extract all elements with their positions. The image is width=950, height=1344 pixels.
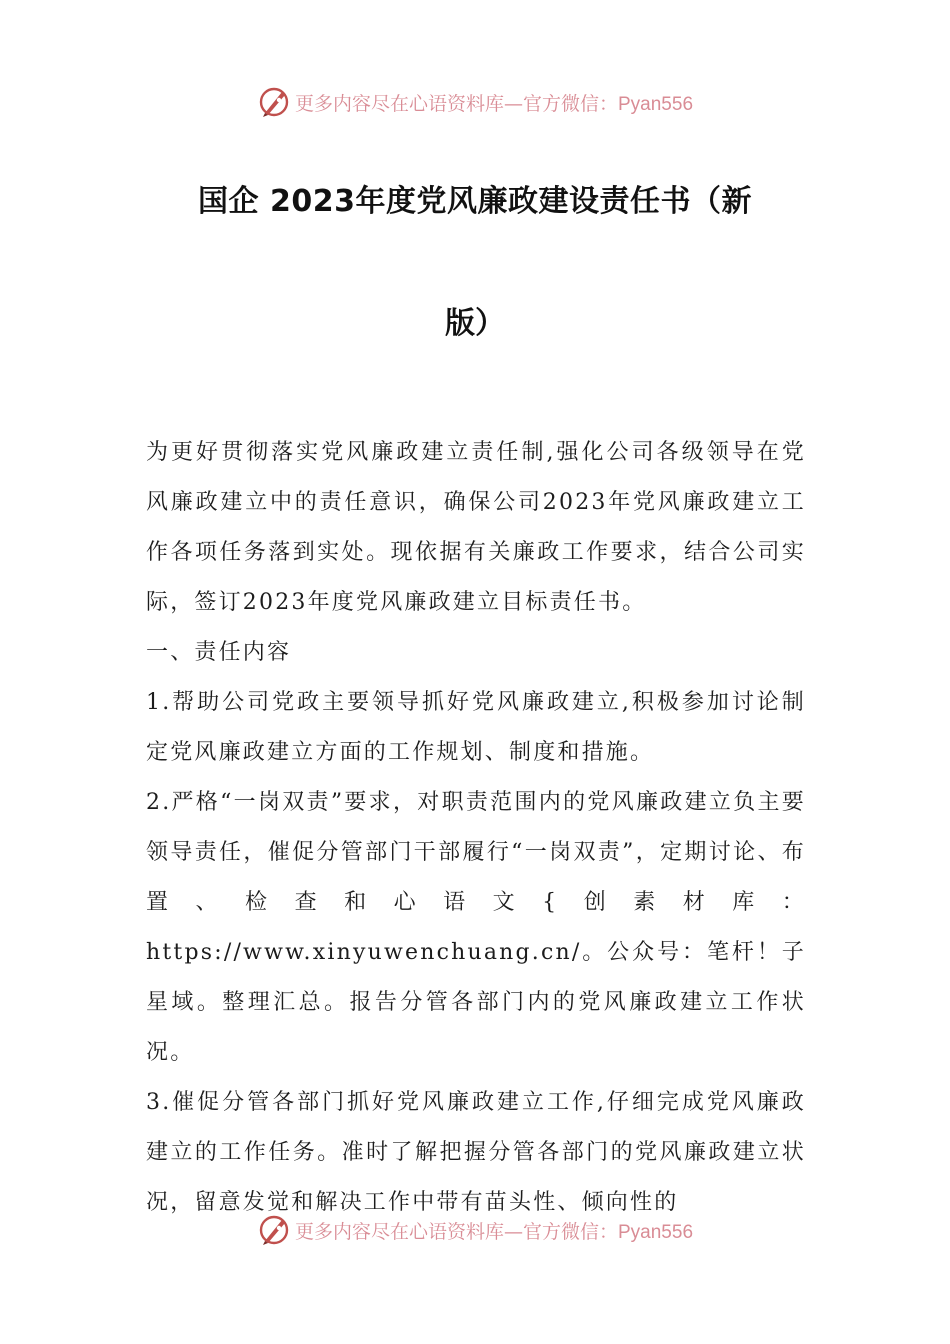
intro-paragraph: 为更好贯彻落实党风廉政建立责任制,强化公司各级领导在党风廉政建立中的责任意识，确保公司2023年党风廉政建立工作各项任务落到实处。现依据有关廉政工作要求，结合公司实际，签订2023年度党风廉政建立目标责任书。	[146, 440, 806, 615]
list-item-2: 2.严格“一岗双责”要求，对职责范围内的党风廉政建立负主要领导责任，催促分管部门干部履行“一岗双责”，定期讨论、布置、检查和心语文{创素材库：https://www.xinyuwenchuang.cn/。公众号：笔杆！子星域。整理汇总。报告分管各部门内的党风廉政建立工作状况。	[146, 790, 806, 1065]
document-title-line1: 国企 2023年度党风廉政建设责任书（新	[198, 184, 752, 219]
section-heading: 一、责任内容	[146, 640, 292, 665]
banner-text: 更多内容尽在心语资料库—官方微信：Pyan556	[294, 92, 694, 115]
banner-text: 更多内容尽在心语资料库—官方微信：Pyan556	[294, 1220, 694, 1243]
document-title-line2: 版）	[445, 306, 505, 341]
banner-handle: Pyan556	[618, 93, 694, 115]
banner-handle: Pyan556	[618, 1221, 694, 1243]
pen-logo-icon	[257, 1213, 291, 1247]
pen-logo-icon	[257, 85, 291, 119]
footer-banner	[0, 1210, 950, 1250]
list-item-3: 3.催促分管各部门抓好党风廉政建立工作,仔细完成党风廉政建立的工作任务。准时了解把握分管各部门的党风廉政建立状况，留意发觉和解决工作中带有苗头性、倾向性的	[146, 1090, 806, 1215]
list-item-1: 1.帮助公司党政主要领导抓好党风廉政建立,积极参加讨论制定党风廉政建立方面的工作规划、制度和措施。	[146, 690, 806, 765]
document-body	[146, 428, 806, 1228]
header-banner	[0, 82, 950, 122]
